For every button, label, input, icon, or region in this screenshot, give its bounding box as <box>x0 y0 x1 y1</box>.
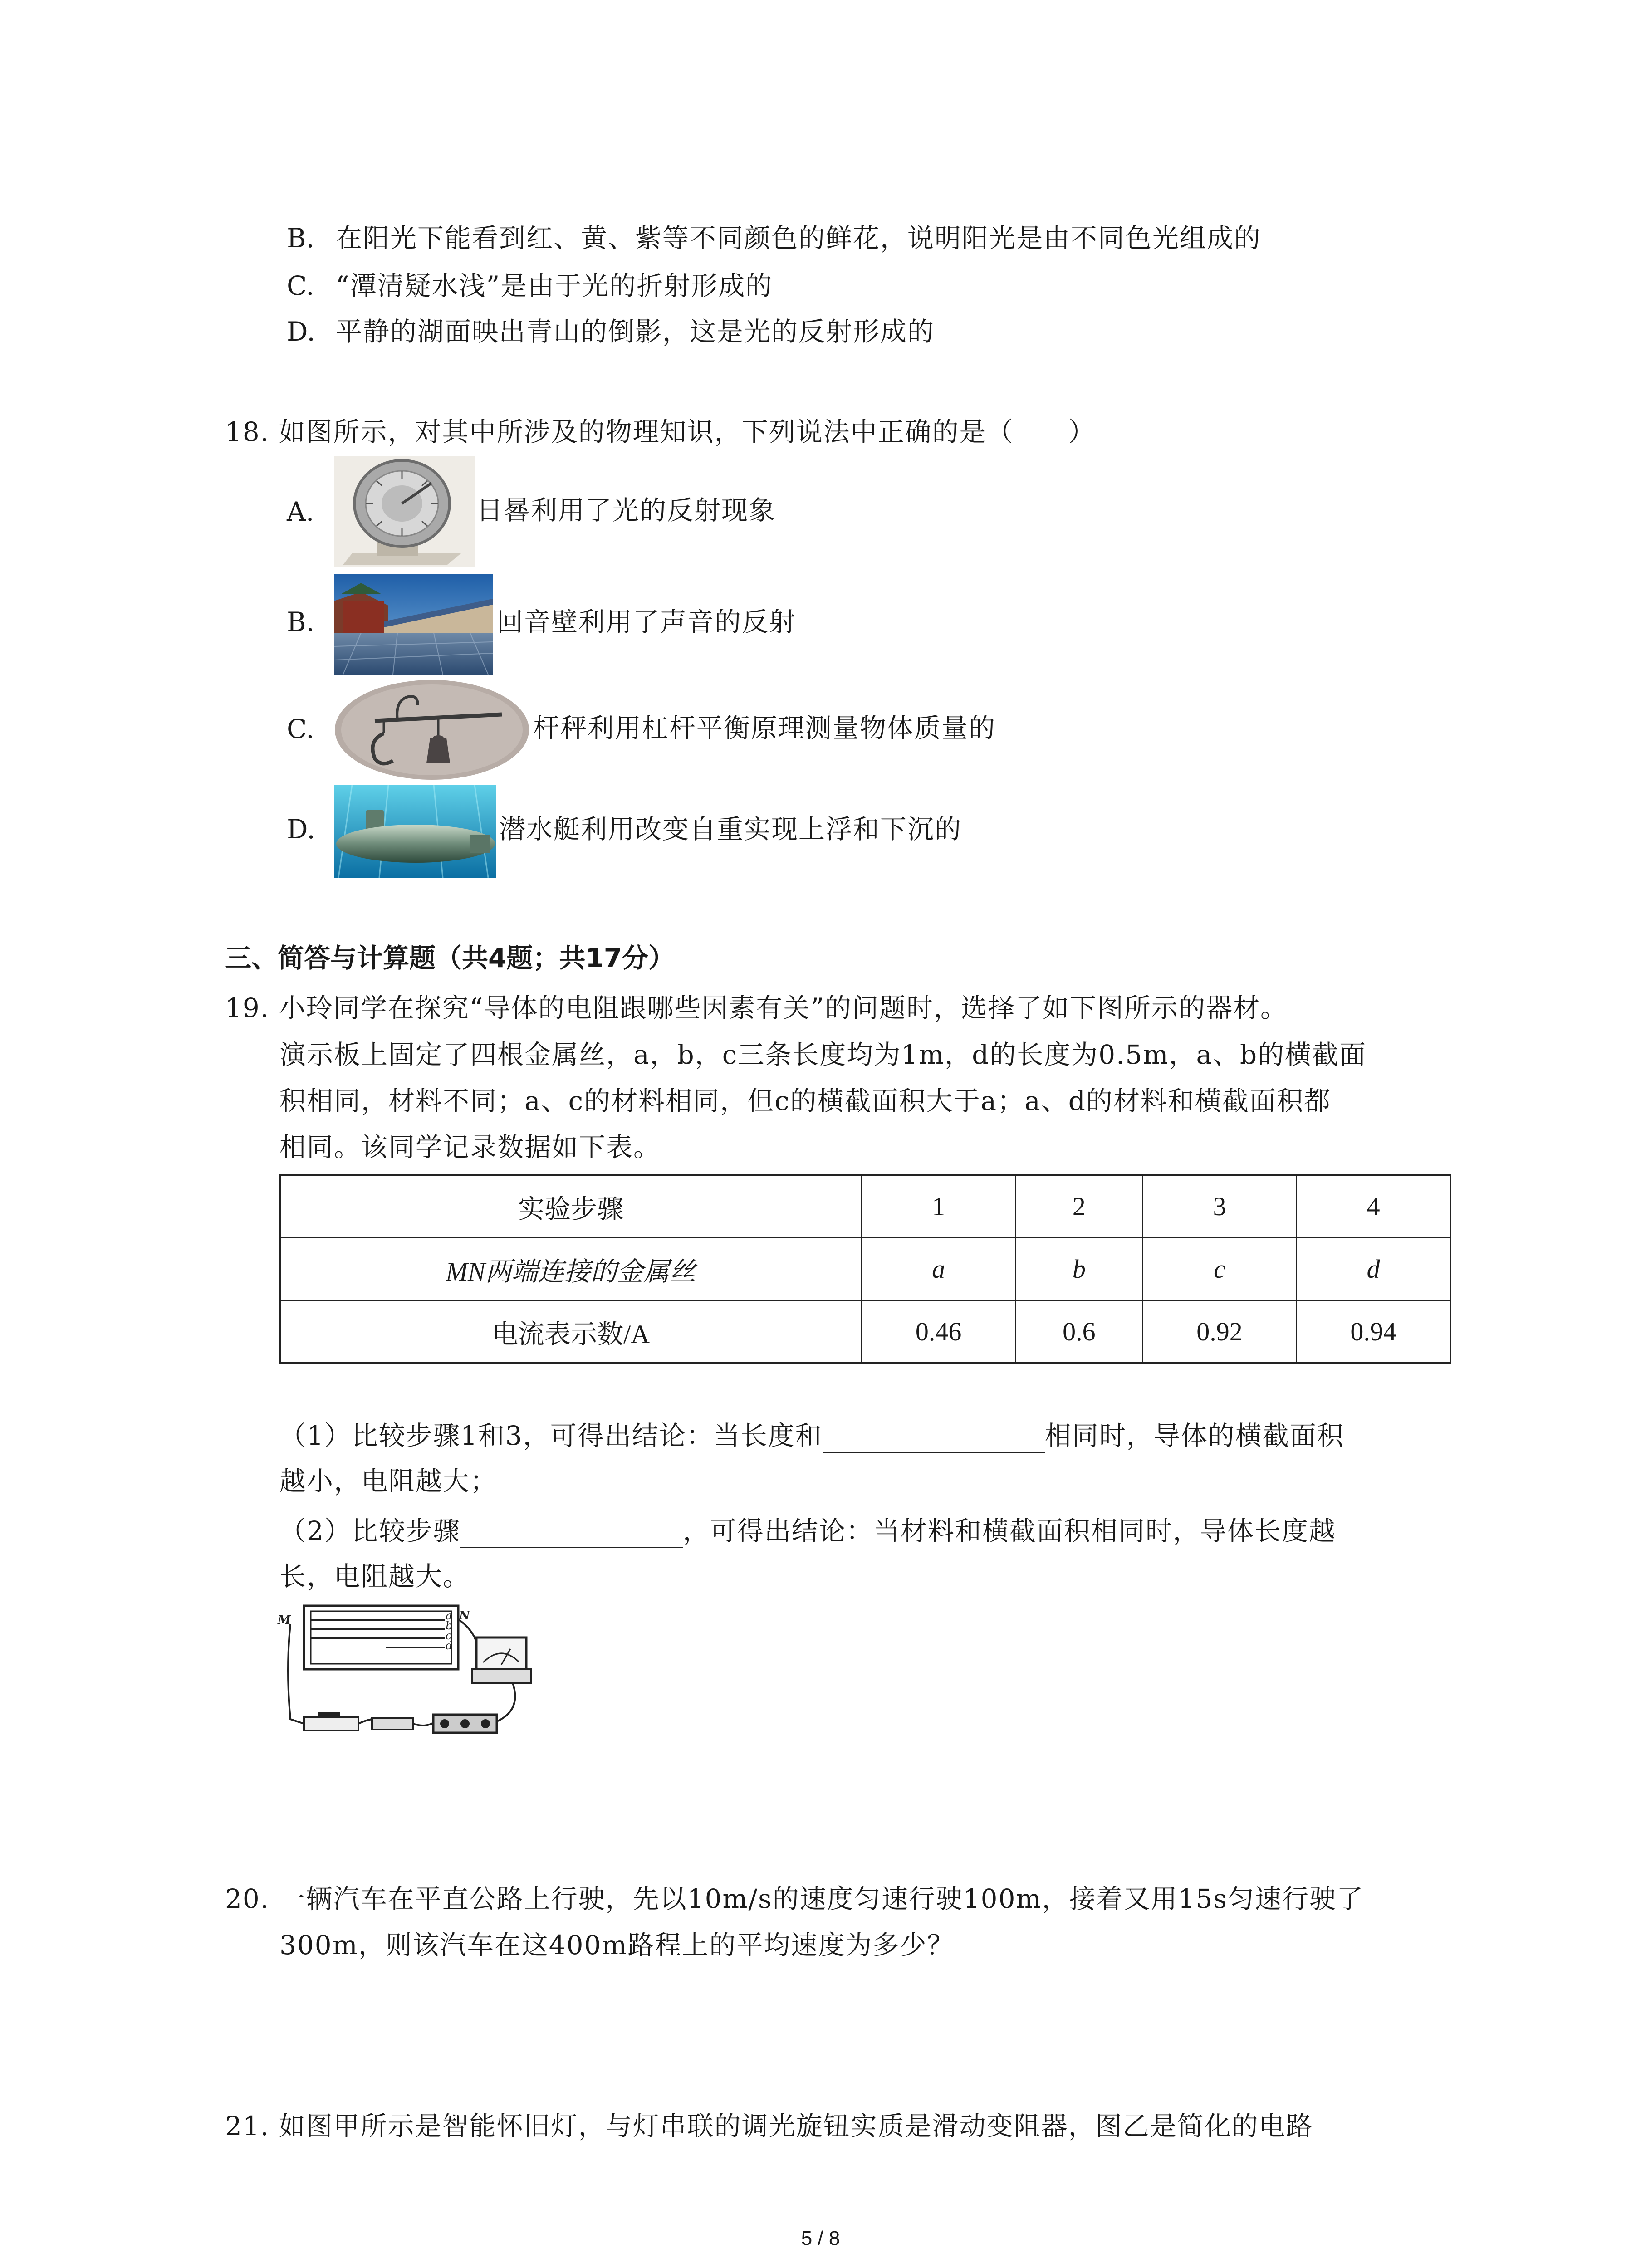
q19-line-3: 积相同，材料不同；a、c的材料相同，但c的横截面积大于a；a、d的材料和横截面积都 <box>279 1085 1331 1116</box>
q20-line-2: 300m，则该汽车在这400m路程上的平均速度为多少？ <box>279 1930 955 1960</box>
steelyard-image <box>334 679 530 781</box>
circuit-apparatus-diagram <box>277 1601 540 1746</box>
diagram-label-a: a <box>446 1609 452 1622</box>
q18-option-a-text: 日晷利用了光的反射现象 <box>476 495 776 526</box>
q19-line-4: 相同。该同学记录数据如下表。 <box>279 1132 661 1163</box>
q18-option-d-label: D. <box>287 814 315 845</box>
q17-option-c-label: C. <box>287 270 314 301</box>
table-cell: 0.6 <box>1015 1300 1142 1363</box>
diagram-label-n: N <box>459 1609 470 1623</box>
table-cell: d <box>1297 1238 1450 1300</box>
table-row <box>280 1175 1450 1238</box>
q19-part2-line2: 长，电阻越大。 <box>279 1561 470 1592</box>
q19-part1-text-a: （1）比较步骤1和3，可得出结论：当长度和 <box>279 1420 823 1451</box>
table-cell: b <box>1015 1238 1142 1300</box>
q18-option-a-label: A. <box>287 496 314 527</box>
table-cell: c <box>1142 1238 1297 1300</box>
q17-option-b-label: B. <box>287 223 315 254</box>
table-cell: 4 <box>1297 1175 1450 1238</box>
q17-option-d-label: D. <box>287 316 315 347</box>
echo-wall-image <box>334 574 493 675</box>
q18-option-c-text: 杆秤利用杠杆平衡原理测量物体质量的 <box>533 713 996 743</box>
diagram-label-b: b <box>446 1619 453 1632</box>
q18-option-b-label: B. <box>287 606 315 637</box>
table-cell: 1 <box>862 1175 1016 1238</box>
q19-line-2: 演示板上固定了四根金属丝，a，b，c三条长度均为1m，d的长度为0.5m，a、b的横截面 <box>279 1039 1367 1070</box>
sundial-image <box>334 456 475 567</box>
q18-option-b-text: 回音壁利用了声音的反射 <box>497 606 797 637</box>
table-cell: 3 <box>1142 1175 1297 1238</box>
table-cell: 0.94 <box>1297 1300 1450 1363</box>
section-title: 三、简答与计算题（共4题；共17分） <box>225 943 675 973</box>
diagram-label-c: c <box>446 1629 452 1642</box>
diagram-label-m: M <box>278 1613 291 1627</box>
table-cell: 0.46 <box>862 1300 1016 1363</box>
q18-stem: 18. 如图所示，对其中所涉及的物理知识，下列说法中正确的是（ ） <box>225 416 1096 447</box>
data-table <box>279 1174 1451 1364</box>
q19-part1-text-b: 相同时，导体的横截面积 <box>1044 1420 1344 1451</box>
q17-option-d-text: 平静的湖面映出青山的倒影，这是光的反射形成的 <box>336 316 935 347</box>
submarine-image <box>334 785 496 878</box>
table-cell: a <box>862 1238 1016 1300</box>
q19-part2-text-b: ，可得出结论：当材料和横截面积相同时，导体长度越 <box>682 1515 1336 1546</box>
table-cell: 2 <box>1015 1175 1142 1238</box>
q19-line-1: 19. 小玲同学在探究“导体的电阻跟哪些因素有关”的问题时，选择了如下图所示的器材。 <box>225 992 1288 1023</box>
q18-option-c-label: C. <box>287 714 314 744</box>
q20-line-1: 20. 一辆汽车在平直公路上行驶，先以10m/s的速度匀速行驶100m，接着又用15s匀速行驶了 <box>225 1883 1364 1914</box>
q21-line-1: 21. 如图甲所示是智能怀旧灯，与灯串联的调光旋钮实质是滑动变阻器，图乙是简化的电路 <box>225 2111 1313 2141</box>
table-cell: MN两端连接的金属丝 <box>280 1238 862 1300</box>
diagram-label-d: d <box>446 1639 453 1652</box>
q19-part2-text-a: （2）比较步骤 <box>279 1515 460 1546</box>
table-row <box>280 1238 1450 1300</box>
q18-option-d-text: 潜水艇利用改变自重实现上浮和下沉的 <box>499 814 962 845</box>
q19-answer-blank-2[interactable] <box>460 1521 683 1548</box>
q19-part2-line1 <box>279 1514 1336 1548</box>
table-cell: 实验步骤 <box>280 1175 862 1238</box>
table-cell: 电流表示数/A <box>280 1300 862 1363</box>
q19-part1-line2: 越小，电阻越大； <box>279 1466 498 1496</box>
table-cell: 0.92 <box>1142 1300 1297 1363</box>
q17-option-c-text: “潭清疑水浅”是由于光的折射形成的 <box>336 270 773 301</box>
table-row <box>280 1300 1450 1363</box>
q17-option-b-text: 在阳光下能看到红、黄、紫等不同颜色的鲜花，说明阳光是由不同色光组成的 <box>336 223 1262 254</box>
q19-part1-line1 <box>279 1418 1344 1453</box>
q19-answer-blank-1[interactable] <box>823 1426 1045 1453</box>
page-number: 5 / 8 <box>801 2227 840 2249</box>
